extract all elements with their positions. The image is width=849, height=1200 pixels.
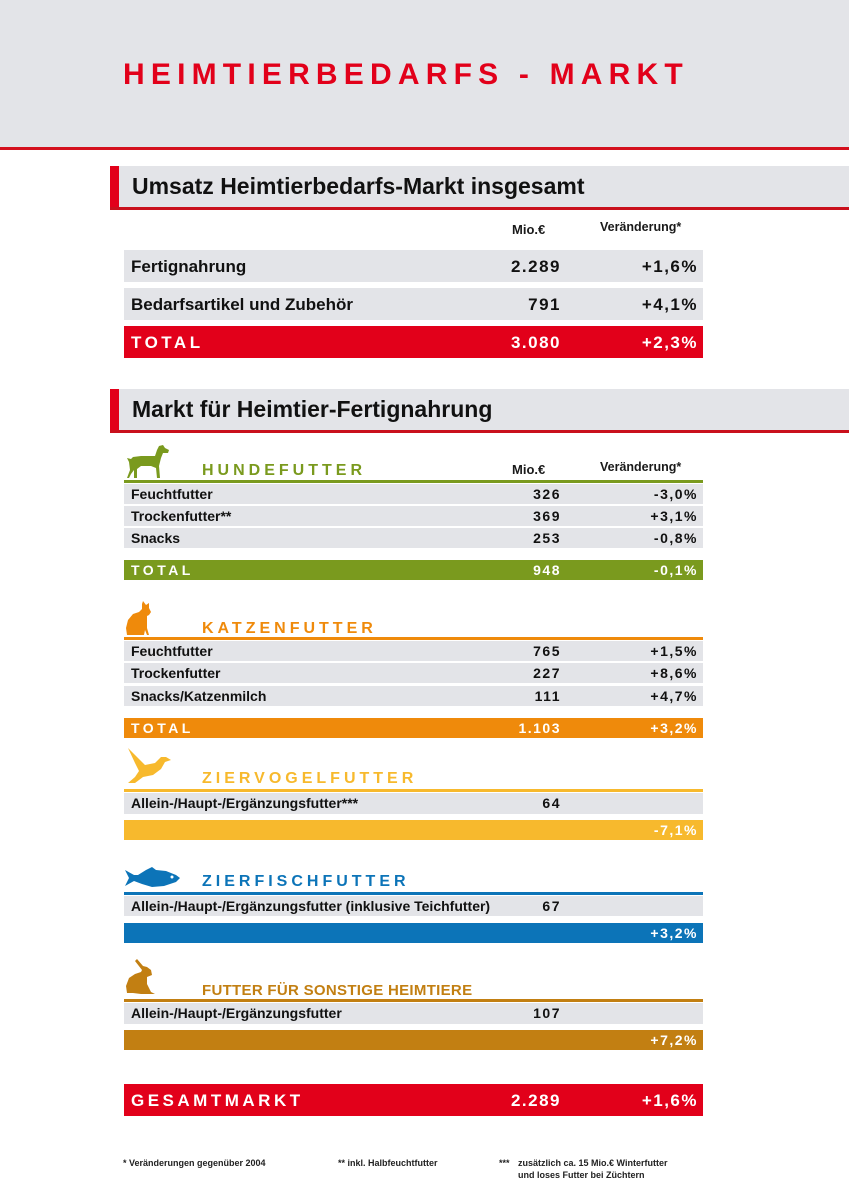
- section-accent-bar: [110, 166, 119, 207]
- table-row: [124, 506, 703, 526]
- total-value: 948: [533, 562, 561, 578]
- category-divider: [124, 637, 703, 640]
- row-value: 227: [533, 665, 561, 681]
- row-change: +1,6%: [641, 257, 698, 276]
- row-change: +1,5%: [650, 643, 698, 659]
- row-label: Fertignahrung: [131, 257, 247, 276]
- change-row: [124, 923, 703, 943]
- grand-total-change: +1,6%: [641, 1091, 698, 1110]
- row-value: 67: [542, 898, 561, 914]
- total-change: -0,1%: [653, 562, 698, 578]
- row-label: Bedarfsartikel und Zubehör: [131, 295, 353, 314]
- grand-total-row: [124, 1084, 703, 1116]
- row-value: 791: [528, 295, 561, 314]
- table-row: [124, 641, 703, 661]
- rabbit-icon: [125, 958, 159, 996]
- total-value: 3.080: [510, 333, 561, 352]
- category-divider: [124, 789, 703, 792]
- grand-total-label: GESAMTMARKT: [131, 1091, 304, 1110]
- total-change: +3,2%: [650, 720, 698, 736]
- page-title: HEIMTIERBEDARFS - MARKT: [123, 58, 689, 91]
- row-value: 111: [534, 688, 561, 704]
- cat-icon: [125, 600, 155, 636]
- row-label: Allein-/Haupt-/Ergänzungsfutter***: [131, 795, 359, 811]
- section-title: Umsatz Heimtierbedarfs-Markt insgesamt: [132, 173, 585, 199]
- dog-icon: [125, 444, 171, 480]
- table-row: [124, 663, 703, 683]
- column-header-change: Veränderung*: [600, 220, 682, 234]
- category-title-sonstige: FUTTER FÜR SONSTIGE HEIMTIERE: [202, 982, 473, 999]
- total-row: [124, 560, 703, 580]
- row-value: 765: [533, 643, 561, 659]
- table-row: [124, 793, 703, 814]
- row-label: Snacks/Katzenmilch: [131, 688, 267, 704]
- row-change: +3,2%: [650, 925, 698, 941]
- column-header-value: Mio.€: [512, 462, 546, 477]
- row-value: 64: [542, 795, 561, 811]
- row-value: 369: [533, 508, 561, 524]
- category-divider: [124, 480, 703, 483]
- section-umsatz-heading: [110, 166, 849, 210]
- page-header: [0, 0, 849, 147]
- total-label: TOTAL: [131, 562, 194, 578]
- change-row: [124, 820, 703, 840]
- total-row: [124, 326, 703, 358]
- section-markt-heading: [110, 389, 849, 433]
- total-label: TOTAL: [131, 333, 204, 352]
- row-change: +4,1%: [641, 295, 698, 314]
- table-row: [124, 484, 703, 504]
- table-row: [124, 528, 703, 548]
- bird-icon: [125, 747, 173, 785]
- row-change: +4,7%: [650, 688, 698, 704]
- row-label: Trockenfutter**: [131, 508, 232, 524]
- row-change: -7,1%: [653, 822, 698, 838]
- row-change: -3,0%: [653, 486, 698, 502]
- row-value: 107: [533, 1005, 561, 1021]
- footnote-halbfeucht: ** inkl. Halbfeuchtfutter: [338, 1158, 438, 1168]
- footnote-marker-three: ***: [499, 1158, 510, 1168]
- section-title: Markt für Heimtier-Fertignahrung: [132, 396, 493, 422]
- header-divider: [0, 147, 849, 150]
- table-row: [124, 288, 703, 320]
- change-row: [124, 1030, 703, 1050]
- category-divider: [124, 892, 703, 895]
- column-header-value: Mio.€: [512, 222, 546, 237]
- column-header-change: Veränderung*: [600, 460, 682, 474]
- category-title-katzenfutter: KATZENFUTTER: [202, 620, 377, 637]
- row-label: Feuchtfutter: [131, 486, 213, 502]
- table-row: [124, 686, 703, 706]
- category-title-ziervogelfutter: ZIERVOGELFUTTER: [202, 770, 418, 787]
- row-label: Snacks: [131, 530, 181, 546]
- row-label: Trockenfutter: [131, 665, 221, 681]
- footnote-winterfutter-line2: und loses Futter bei Züchtern: [518, 1170, 645, 1180]
- footnote-change-basis: * Veränderungen gegenüber 2004: [123, 1158, 266, 1168]
- footnote-winterfutter-line1: zusätzlich ca. 15 Mio.€ Winterfutter: [518, 1158, 668, 1168]
- row-label: Allein-/Haupt-/Ergänzungsfutter (inklusive Teichfutter): [131, 898, 491, 914]
- fish-icon: [124, 866, 182, 890]
- category-title-hundefutter: HUNDEFUTTER: [202, 462, 366, 479]
- total-row: [124, 718, 703, 738]
- row-label: Feuchtfutter: [131, 643, 213, 659]
- row-change: +3,1%: [650, 508, 698, 524]
- table-row: [124, 896, 703, 916]
- grand-total-value: 2.289: [510, 1091, 561, 1110]
- row-value: 2.289: [510, 257, 561, 276]
- row-change: +7,2%: [650, 1032, 698, 1048]
- total-change: +2,3%: [641, 333, 698, 352]
- table-row: [124, 1003, 703, 1024]
- section-accent-bar: [110, 389, 119, 430]
- total-value: 1.103: [518, 720, 561, 736]
- row-value: 326: [533, 486, 561, 502]
- row-change: -0,8%: [653, 530, 698, 546]
- total-label: TOTAL: [131, 720, 194, 736]
- table-row: [124, 250, 703, 282]
- row-value: 253: [533, 530, 561, 546]
- row-label: Allein-/Haupt-/Ergänzungsfutter: [131, 1005, 342, 1021]
- row-change: +8,6%: [650, 665, 698, 681]
- category-divider: [124, 999, 703, 1002]
- category-title-zierfischfutter: ZIERFISCHFUTTER: [202, 873, 410, 890]
